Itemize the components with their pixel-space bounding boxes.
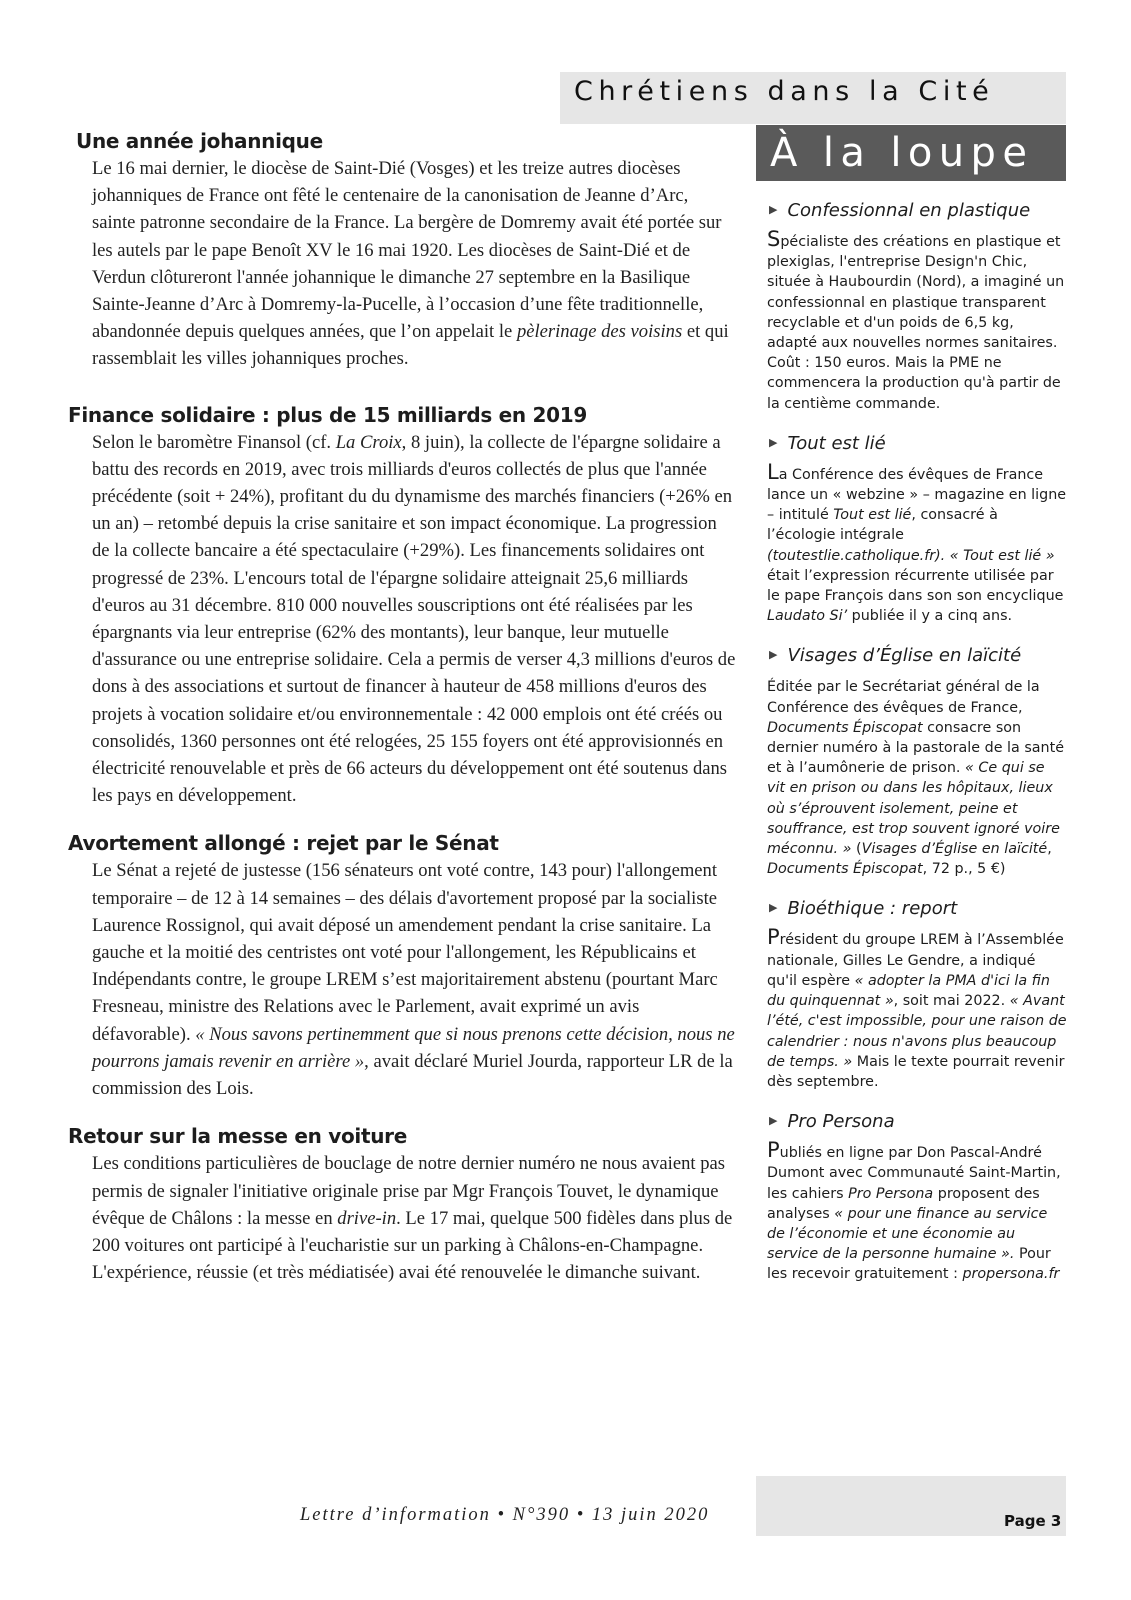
- sidebar-item: [767, 431, 1067, 627]
- sidebar-item-text: [767, 932, 1067, 1089]
- sidebar-item-body: [767, 674, 1067, 879]
- text-run: Mais le texte pourrait revenir dès septembre.: [767, 1053, 1065, 1090]
- italic-text: Laudato Si’: [767, 608, 848, 625]
- italic-text: Tout est lié: [833, 507, 912, 524]
- text-run: Le 16 mai dernier, le diocèse de Saint-Dié (Vosges) et les treize autres diocèses johanniques de France ont fêté le centenaire de la canonisation de Jeanne d’Arc, sainte patronne secondaire de la France. La bergère de Domremy avait été portée sur les autels par le pape Benoît XV le 16 mai 1920. Les diocèses de Saint-Dié et de Verdun clôtureront l'année johannique le dimanche 27 septembre en la Basilique Sainte-Jeanne d’Arc à Domremy-la-Pucelle, à l’occasion d’une fête traditionnelle, abandonnée depuis quelques années, que l’on appelait le: [92, 158, 722, 343]
- text-run: (: [851, 841, 862, 858]
- text-run: Selon le baromètre Finansol (cf.: [92, 431, 336, 453]
- article-title: Une année johannique: [76, 129, 323, 153]
- sidebar-item-heading: [767, 896, 1067, 921]
- text-run: , soit mai 2022.: [893, 993, 1010, 1010]
- italic-text: « Ce qui se vit en prison ou dans les hôpitaux, lieux où s’éprouvent isolement, peine et souffrance, est trop souvent ignoré voire méconnu. »: [767, 760, 1060, 858]
- sidebar-title: À la loupe: [770, 130, 1034, 176]
- text-run: , 72 p., 5 €): [922, 861, 1006, 878]
- italic-text: drive-in: [337, 1207, 397, 1229]
- sidebar-item-body: [767, 1140, 1067, 1284]
- sidebar-item-title: Confessionnal en plastique: [787, 200, 1031, 221]
- article-body: [68, 857, 736, 1102]
- article: [68, 401, 736, 810]
- sidebar-item: [767, 198, 1067, 414]
- text-run: Le Sénat a rejeté de justesse (156 sénateurs ont voté contre, 143 pour) l'allongement temporaire – de 12 à 14 semaines – des délais d'avortement proposé par la socialiste Laurence Rossignol, qui avait déposé un amendement pendant la crise sanitaire. La gauche et la moitié des centristes ont voté pour l'allongement, les Républicains et Indépendants contre, le groupe LREM s’est majoritairement abstenu (pourtant Marc Fresneau, ministre des Relations avec le Parlement, avait exprimé un avis défavorable).: [92, 860, 718, 1045]
- article-body: [68, 155, 736, 373]
- article-body: [68, 1150, 736, 1286]
- text-run: Éditée par le Secrétariat général de la Conférence des évêques de France,: [767, 679, 1040, 716]
- text-run: pécialiste des créations en plastique et plexiglas, l'entreprise Design'n Chic, située à Haubourdin (Nord), a imaginé un confessionnal en plastique transparent recyclable et d'un poids de 6,5 kg, adapté aux nouvelles normes sanitaires. Coût : 150 euros. Mais la PME ne commencera la production qu'à partir de la centième commande.: [767, 234, 1065, 412]
- section-title: Chrétiens dans la Cité: [574, 76, 995, 107]
- sidebar-item-body: [767, 927, 1067, 1092]
- italic-text: « Nous savons pertinemment que si nous prenons cette décision, nous ne pourrons jamais revenir en arrière »: [92, 1023, 735, 1072]
- article-title: Retour sur la messe en voiture: [68, 1124, 407, 1149]
- newsletter-issue: Lettre d’information • N°390 • 13 juin 2020: [300, 1505, 710, 1525]
- article-body: [68, 429, 736, 810]
- text-run: . Le 17 mai, quelque 500 fidèles dans plus de 200 voitures ont participé à l'eucharistie sur un parking à Châlons-en-Champagne. L'expérience, réussie (et très médiatisée) avai été renouvelée le dimanche suivant.: [92, 1207, 733, 1284]
- text-run: ,: [1047, 841, 1052, 858]
- text-run: Les conditions particulières de bouclage de notre dernier numéro ne nous avaient pas permis de signaler l'initiative originale prise par Mgr François Touvet, le dynamique évêque de Châlons : la messe en: [92, 1153, 725, 1229]
- italic-text: La Croix: [335, 431, 402, 453]
- article: [68, 1122, 736, 1286]
- triangle-bullet-icon: ▶: [769, 1114, 778, 1128]
- italic-text: « adopter la PMA d'ici la fin du quinquennat »: [767, 972, 1050, 1010]
- sidebar-item: [767, 1109, 1067, 1284]
- text-run: était l’expression récurrente utilisée par le pape François dans son son encyclique: [767, 567, 1064, 605]
- triangle-bullet-icon: ▶: [769, 901, 778, 915]
- text-run: consacre son dernier numéro à la pastorale de la santé et à l’aumônerie de prison.: [767, 719, 1064, 777]
- italic-text: « Tout est lié »: [949, 547, 1055, 564]
- article-title: Avortement allongé : rejet par le Sénat: [68, 831, 499, 856]
- italic-text: propersona.fr: [962, 1266, 1060, 1283]
- text-run: , 8 juin), la collecte de l'épargne solidaire a battu des records en 2019, avec trois milliards d'euros collectés de plus que l'année précédente (soit + 24%), profitant du du dynamisme des marchés financiers (+26% en un an) – retombé depuis la crise sanitaire et son impact économique. La progression de la collecte bancaire a été spectaculaire (+29%). Les financements solidaires ont progressé de 23%. L'encours total de l'épargne solidaire atteignait 25,6 milliards d'euros au 31 décembre. 810 000 nouvelles souscriptions ont été réalisées par les épargnants via leur entreprise (62% des montants), leur banque, leur mutuelle d'assurance ou une entreprise solidaire. Cela a permis de verser 4,3 millions d'euros de dons à des associations et surtout de financer à hauteur de 458 millions d'euros des projets à vocation solidaire et/ou environnementale : 42 000 emplois ont été créés ou consolidés, 1360 personnes ont été relogées, 25 155 foyers ont été approvisionnés en électricité renouvelable et près de 66 acteurs du développement ont été soutenus dans les pays en développement.: [92, 431, 736, 807]
- drop-cap: L: [767, 459, 779, 484]
- italic-text: « pour une finance au service de l’économie et une économie au service de la personne humaine ».: [767, 1205, 1048, 1263]
- drop-cap: P: [767, 925, 780, 950]
- sidebar-item-text: [767, 1145, 1061, 1282]
- sidebar-item: [767, 896, 1067, 1092]
- text-run: ubliés en ligne par Don Pascal-André Dumont avec Communauté Saint-Martin, les cahiers: [767, 1145, 1061, 1202]
- text-run: , avait déclaré Muriel Jourda, rapporteur LR de la commission des Lois.: [92, 1050, 733, 1100]
- sidebar-item-title: Visages d’Église en laïcité: [787, 645, 1022, 667]
- italic-text: Documents Épiscopat: [767, 719, 923, 736]
- sidebar: [767, 198, 1067, 1302]
- drop-cap: P: [767, 1138, 780, 1163]
- italic-text: Pro Persona: [848, 1185, 934, 1202]
- text-run: , consacré à l’écologie intégrale: [767, 507, 998, 544]
- text-run: et qui rassemblait les villes johanniques proches.: [92, 321, 729, 370]
- article-title: Finance solidaire : plus de 15 milliards en 2019: [68, 402, 587, 427]
- italic-text: (toutestlie.catholique.fr).: [767, 547, 946, 564]
- text-run: Pour les recevoir gratuitement :: [767, 1246, 1051, 1283]
- article: [68, 127, 736, 373]
- italic-text: Visages d’Église en laïcité: [861, 841, 1048, 858]
- sidebar-item-title: Bioéthique : report: [787, 898, 958, 920]
- sidebar-item-heading: [767, 431, 1067, 456]
- text-run: proposent des analyses: [767, 1185, 1040, 1222]
- sidebar-item-heading: [767, 643, 1067, 668]
- sidebar-item-text: [767, 234, 1064, 412]
- sidebar-item: [767, 643, 1067, 879]
- drop-cap: S: [767, 227, 781, 251]
- sidebar-item-title: Tout est lié: [787, 432, 886, 454]
- sidebar-item-body: [767, 229, 1067, 414]
- triangle-bullet-icon: ▶: [769, 203, 778, 216]
- text-run: résident du groupe LREM à l’Assemblée nationale, Gilles Le Gendre, a indiqué qu'il espère: [767, 932, 1064, 989]
- sidebar-item-title: Pro Persona: [787, 1111, 895, 1133]
- sidebar-item-text: [767, 679, 1064, 877]
- sidebar-item-heading: [767, 1109, 1067, 1134]
- main-column: [68, 127, 736, 1286]
- page-number: Page 3: [1004, 1512, 1062, 1530]
- triangle-bullet-icon: ▶: [769, 648, 778, 662]
- sidebar-item-heading: [767, 198, 1067, 223]
- italic-text: « Avant l’été, c'est impossible, pour une raison de calendrier : nous n'avons plus beaucoup de temps. »: [767, 993, 1067, 1070]
- article: [68, 829, 736, 1102]
- italic-text: Documents Épiscopat: [767, 861, 923, 878]
- sidebar-item-text: [767, 467, 1066, 624]
- text-run: publiée il y a cinq ans.: [847, 608, 1013, 625]
- sidebar-item-body: [767, 459, 1067, 627]
- text-run: a Conférence des évêques de France lance un « webzine » – magazine en ligne – intitulé: [767, 466, 1067, 524]
- triangle-bullet-icon: ▶: [769, 435, 778, 449]
- italic-text: pèlerinage des voisins: [516, 321, 683, 343]
